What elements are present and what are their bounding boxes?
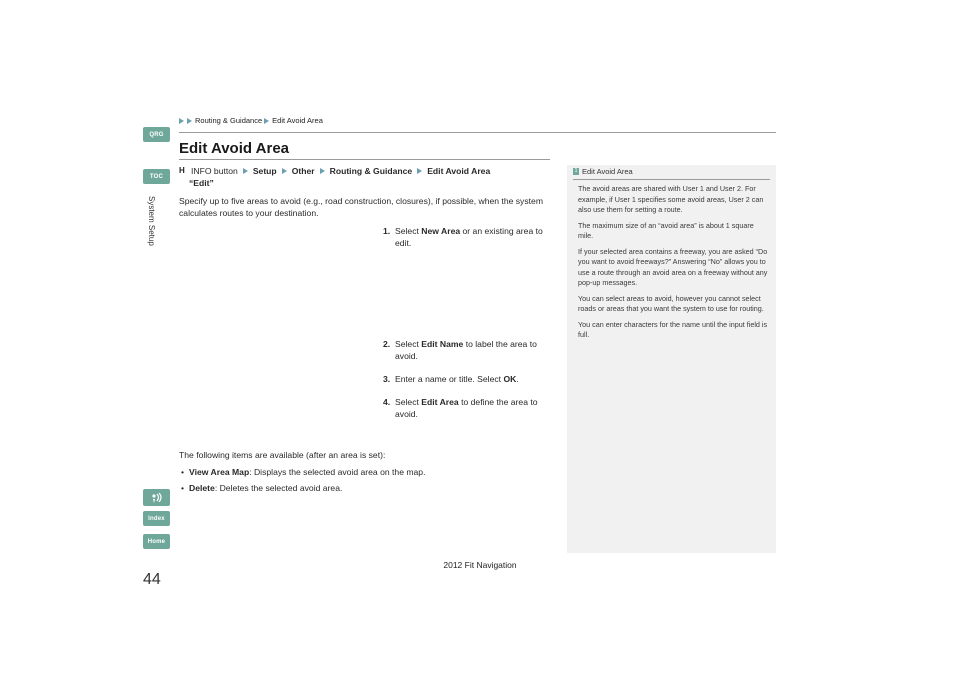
breadcrumb-arrow-icon [264, 118, 269, 124]
home-tab[interactable]: Home [143, 534, 170, 549]
step-number: 2. [383, 339, 391, 349]
step-number: 3. [383, 374, 391, 384]
step-text: Select [395, 397, 422, 407]
step-text: to label the area to avoid. [395, 339, 537, 361]
breadcrumb-item: Edit Avoid Area [272, 116, 323, 125]
item-keyword: Delete [189, 483, 215, 493]
step-text: . [516, 374, 519, 384]
voice-tab[interactable] [143, 489, 170, 506]
list-item [181, 467, 425, 477]
note-paragraph: The maximum size of an “avoid area” is about 1 square mile. [578, 220, 754, 240]
intro-paragraph: Specify up to five areas to avoid (e.g., road construction, closures), if possible, when the system calculates routes to your destination. [179, 196, 543, 218]
bullet-icon: • [181, 483, 185, 493]
home-menu-icon: H [179, 166, 185, 175]
step-number: 4. [383, 397, 391, 407]
step-text: to define the area to avoid. [395, 397, 538, 419]
step-1 [383, 225, 551, 249]
step-number: 1. [383, 226, 391, 236]
footer-text: 2012 Fit Navigation [443, 560, 517, 570]
step-keyword: Edit Area [421, 397, 459, 407]
page-title: Edit Avoid Area [179, 140, 290, 157]
title-divider [179, 159, 550, 160]
note-paragraph: If your selected area contains a freeway, you are asked “Do you want to avoid freeways?” Answering “No” allows you to use a route through an avoid area on a freeway without any pop-up messages. [578, 246, 768, 287]
qrg-tab[interactable]: QRG [143, 127, 170, 142]
note-marker: 1 [574, 168, 578, 174]
note-paragraph: You can enter characters for the name until the input field is full. [578, 319, 768, 339]
breadcrumb [179, 116, 323, 125]
bullet-icon: • [181, 467, 185, 477]
page-number: 44 [143, 571, 161, 588]
step-text: Select [395, 339, 422, 349]
step-text: Enter a name or title. Select [395, 374, 504, 384]
breadcrumb-item[interactable]: Routing & Guidance [195, 116, 263, 125]
note-paragraph: The avoid areas are shared with User 1 and User 2. For example, if User 1 specifies some avoid areas, User 2 can also use them for setting a route. [578, 184, 764, 214]
note-heading: Edit Avoid Area [582, 167, 633, 176]
path-arrow-icon [282, 168, 287, 174]
path-arrow-icon [243, 168, 248, 174]
item-text: : Deletes the selected avoid area. [214, 483, 343, 493]
step-keyword: OK [503, 374, 517, 384]
list-item [181, 483, 342, 493]
step-keyword: New Area [421, 226, 461, 236]
path-tail: “Edit” [189, 178, 214, 188]
path-item: Setup [252, 166, 277, 176]
step-text: or an existing area to edit. [395, 226, 543, 248]
step-2 [383, 338, 551, 362]
step-3 [383, 373, 551, 385]
breadcrumb-arrow-icon [179, 118, 184, 124]
path-arrow-icon [320, 168, 325, 174]
breadcrumb-arrow-icon [187, 118, 192, 124]
item-keyword: View Area Map [189, 467, 250, 477]
path-item: Routing & Guidance [329, 166, 413, 176]
step-4 [383, 396, 551, 420]
index-tab[interactable]: Index [143, 511, 170, 526]
note-header [573, 167, 770, 180]
item-text: : Displays the selected avoid area on the map. [249, 467, 426, 477]
voice-icon [151, 492, 163, 504]
section-label: System Setup [147, 196, 156, 246]
step-text: Select [395, 226, 422, 236]
path-item: Edit Avoid Area [427, 166, 491, 176]
path-arrow-icon [417, 168, 422, 174]
items-intro: The following items are available (after an area is set): [179, 450, 386, 460]
menu-path [179, 165, 551, 177]
main-content [179, 165, 551, 219]
path-start: INFO button [191, 166, 238, 176]
header-divider [179, 132, 776, 133]
note-panel [567, 165, 776, 553]
note-paragraph: You can select areas to avoid, however you cannot select roads or areas that you want the system to use for routing. [578, 293, 764, 313]
step-keyword: Edit Name [421, 339, 464, 349]
path-item: Other [291, 166, 315, 176]
toc-tab[interactable]: TOC [143, 169, 170, 184]
